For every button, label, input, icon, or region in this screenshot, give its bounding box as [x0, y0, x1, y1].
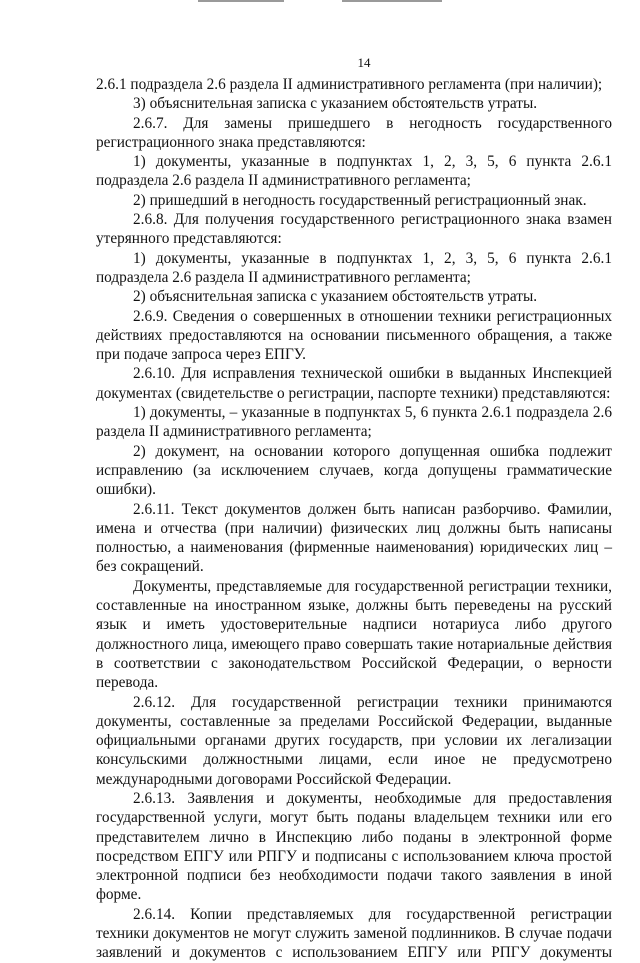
paragraph: 2.6.1 подраздела 2.6 раздела II административного регламента (при наличии); [96, 76, 603, 93]
paragraph: 2.6.12. Для государственной регистрации техники принимаются документы, составленные за пределами Российской Федерации, выданные официальными органами других государств, при условии их легализации консульскими должностными лицами, если иное не предусмотрено международными договорами Российской Федерации. [96, 693, 612, 788]
scan-mark [198, 0, 284, 2]
paragraph: 2.6.14. Копии представляемых для государственной регистрации техники документов не могут служить заменой подлинников. В случае подачи заявлений и документов с использованием ЕПГУ или РПГУ документы [96, 905, 612, 962]
paragraph: 1) документы, – указанные в подпунктах 5, 6 пункта 2.6.1 подраздела 2.6 раздела II административного регламента; [96, 404, 612, 441]
paragraph: 2.6.10. Для исправления технической ошибки в выданных Инспекцией документах (свидетельстве о регистрации, паспорте техники) представляются: [96, 365, 612, 402]
paragraph: 2.6.13. Заявления и документы, необходимые для предоставления государственной услуги, могут быть поданы владельцем техники или его представителем лично в Инспекцию либо поданы в электронной форме посредством ЕПГУ или РПГУ и подписаны с использованием ключа простой электронной подписи без необходимости подачи такого заявления в иной форме. [96, 789, 612, 904]
paragraph: 2.6.9. Сведения о совершенных в отношении техники регистрационных действиях предоставляются на основании письменного обращения, а также при подаче запроса через ЕПГУ. [96, 307, 612, 364]
paragraph: Документы, представляемые для государственной регистрации техники, составленные на иностранном языке, должны быть переведены на русский язык и иметь удостоверительные надписи нотариуса либо другого должностного лица, имеющего право совершать такие нотариальные действия в соответствии с законодательством Российской Федерации, о верности перевода. [96, 577, 612, 692]
paragraph: 2.6.7. Для замены пришедшего в негодность государственного регистрационного знака представляются: [96, 114, 612, 151]
paragraph: 2.6.11. Текст документов должен быть написан разборчиво. Фамилии, имена и отчества (при наличии) физических лиц должны быть написаны полностью, а наименования (фирменные наименования) юридических лиц – без сокращений. [96, 500, 612, 576]
paragraph: 2) объяснительная записка с указанием обстоятельств утраты. [133, 288, 538, 306]
paragraph: 1) документы, указанные в подпунктах 1, 2, 3, 5, 6 пункта 2.6.1 подраздела 2.6 раздела II административного регламента; [96, 153, 612, 190]
paragraph: 2) пришедший в негодность государственный регистрационный знак. [133, 191, 587, 209]
paragraph: 3) объяснительная записка с указанием обстоятельств утраты. [133, 95, 538, 113]
scan-edge-marks [0, 0, 640, 8]
paragraph: 2) документ, на основании которого допущенная ошибка подлежит исправлению (за исключением случаев, когда допущены грамматические ошибки). [96, 442, 612, 499]
paragraph: 1) документы, указанные в подпунктах 1, 2, 3, 5, 6 пункта 2.6.1 подраздела 2.6 раздела II административного регламента; [96, 249, 612, 286]
scan-mark [342, 0, 442, 2]
document-body [96, 75, 612, 963]
page-number: 14 [357, 55, 371, 70]
paragraph: 2.6.8. Для получения государственного регистрационного знака взамен утерянного представляются: [96, 211, 612, 248]
